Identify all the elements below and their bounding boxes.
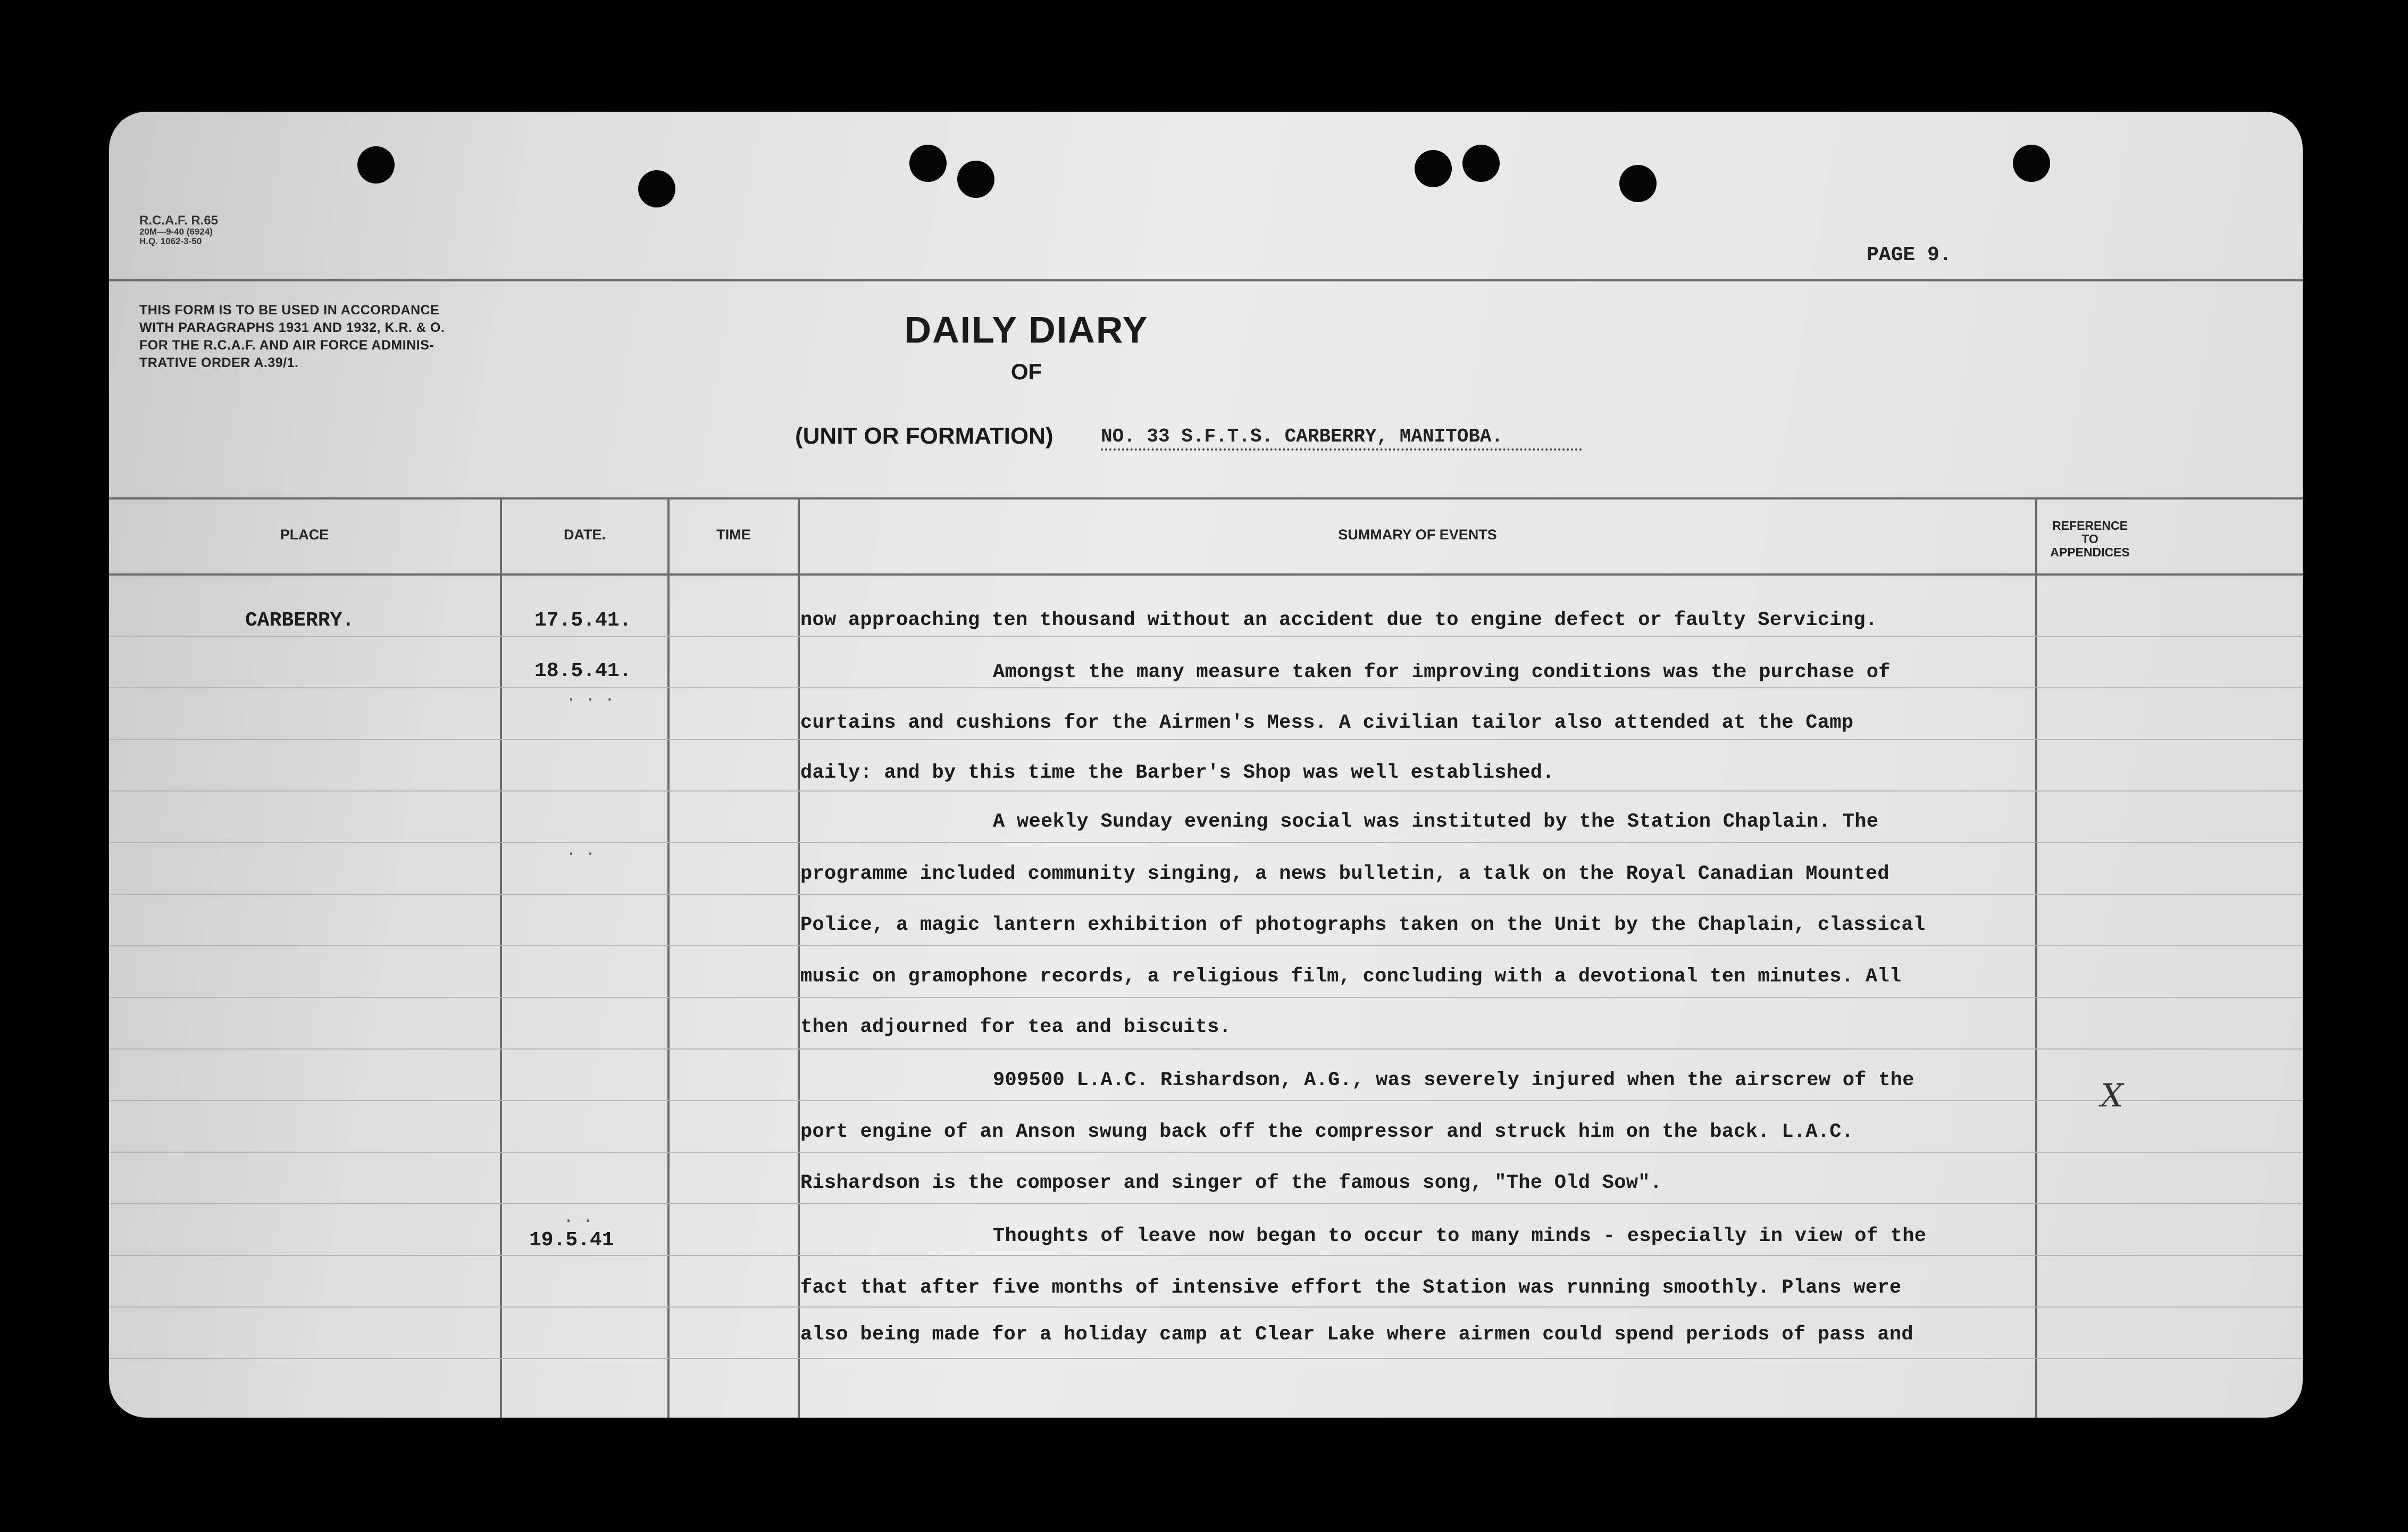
form-instructions — [139, 302, 581, 372]
summary-line: daily: and by this time the Barber's Shop was well established. — [800, 762, 1554, 784]
punch-hole — [357, 146, 395, 184]
ruled-line — [109, 1152, 2303, 1153]
ruled-line — [109, 1100, 2303, 1101]
date-entry: 17.5.41. — [534, 609, 632, 632]
punch-hole — [638, 170, 675, 207]
page-number: PAGE 9. — [1867, 244, 1952, 267]
document-title: DAILY DIARY — [904, 309, 1149, 351]
summary-line: port engine of an Anson swung back off the compressor and struck him on the back. L.A.C. — [800, 1121, 1854, 1143]
ruled-line — [109, 1358, 2303, 1359]
instruction-line: THIS FORM IS TO BE USED IN ACCORDANCE — [139, 303, 440, 318]
punch-hole — [1619, 165, 1657, 202]
ditto-marks: . . . — [566, 686, 615, 705]
instruction-line: TRATIVE ORDER A.39/1. — [139, 355, 299, 370]
summary-line: then adjourned for tea and biscuits. — [800, 1016, 1232, 1038]
punch-hole — [2013, 145, 2050, 182]
column-header-date: DATE. — [564, 527, 606, 543]
unit-label: (UNIT OR FORMATION) — [795, 423, 1054, 449]
summary-line: Police, a magic lantern exhibition of photographs taken on the Unit by the Chaplain, classical — [800, 914, 1926, 936]
reference-header-line: REFERENCE — [2052, 519, 2128, 532]
punch-hole — [909, 145, 947, 182]
date-entry: 19.5.41 — [529, 1229, 614, 1252]
reference-mark: X — [2101, 1077, 2123, 1114]
punch-hole — [1462, 145, 1500, 182]
date-entry: 18.5.41. — [534, 660, 632, 682]
ditto-marks: . . — [566, 840, 596, 859]
summary-line: curtains and cushions for the Airmen's Mess. A civilian tailor also attended at the Camp — [800, 712, 1854, 734]
summary-line: Rishardson is the composer and singer of the famous song, "The Old Sow". — [800, 1172, 1662, 1194]
ruled-line — [109, 997, 2303, 998]
header-divider — [109, 279, 2303, 281]
ruled-line — [109, 687, 2303, 688]
unit-value: NO. 33 S.F.T.S. CARBERRY, MANITOBA. — [1101, 426, 1582, 451]
column-header-reference — [2034, 519, 2146, 559]
ruled-line — [109, 739, 2303, 740]
ruled-line — [109, 1048, 2303, 1050]
summary-line: now approaching ten thousand without an accident due to engine defect or faulty Servicing. — [800, 609, 1878, 631]
ruled-line — [109, 894, 2303, 895]
summary-line: music on gramophone records, a religious film, concluding with a devotional ten minutes. All — [800, 965, 1902, 988]
table-header-rule — [109, 573, 2303, 576]
punch-hole — [1415, 150, 1452, 187]
instruction-line: WITH PARAGRAPHS 1931 AND 1932, K.R. & O. — [139, 320, 445, 335]
ruled-line — [109, 1306, 2303, 1308]
punch-hole — [957, 161, 994, 198]
summary-line: 909500 L.A.C. Rishardson, A.G., was severely injured when the airscrew of the — [993, 1069, 1914, 1092]
summary-line: Thoughts of leave now began to occur to many minds - especially in view of the — [993, 1225, 1927, 1247]
title-of: OF — [1010, 359, 1042, 384]
ditto-marks: . . — [564, 1208, 593, 1226]
summary-line: fact that after five months of intensive effort the Station was running smoothly. Plans were — [800, 1277, 1902, 1299]
diary-sheet — [109, 112, 2303, 1418]
ruled-line — [109, 945, 2303, 946]
ruled-line — [109, 636, 2303, 637]
reference-header-line: APPENDICES — [2050, 545, 2130, 559]
ruled-line — [109, 842, 2303, 843]
place-entry: CARBERRY. — [245, 609, 355, 632]
ruled-line — [109, 1203, 2303, 1204]
form-code-line: H.Q. 1062-3-50 — [139, 236, 202, 247]
summary-line: also being made for a holiday camp at Clear Lake where airmen could spend periods of pass and — [800, 1323, 1913, 1346]
column-header-summary: SUMMARY OF EVENTS — [1338, 527, 1497, 543]
summary-line: Amongst the many measure taken for improving conditions was the purchase of — [993, 661, 1891, 684]
form-code — [139, 214, 218, 246]
reference-header-line: TO — [2081, 532, 2098, 546]
ruled-line — [109, 1255, 2303, 1256]
form-code-line: R.C.A.F. R.65 — [139, 213, 219, 228]
column-header-place: PLACE — [280, 527, 329, 543]
summary-line: A weekly Sunday evening social was instituted by the Station Chaplain. The — [993, 811, 1879, 833]
table-top-rule — [109, 497, 2303, 499]
ruled-line — [109, 790, 2303, 792]
summary-line: programme included community singing, a news bulletin, a talk on the Royal Canadian Mounted — [800, 863, 1889, 885]
column-header-time: TIME — [716, 527, 751, 543]
form-code-line: 20M—9-40 (6924) — [139, 227, 213, 237]
instruction-line: FOR THE R.C.A.F. AND AIR FORCE ADMINIS- — [139, 338, 434, 353]
